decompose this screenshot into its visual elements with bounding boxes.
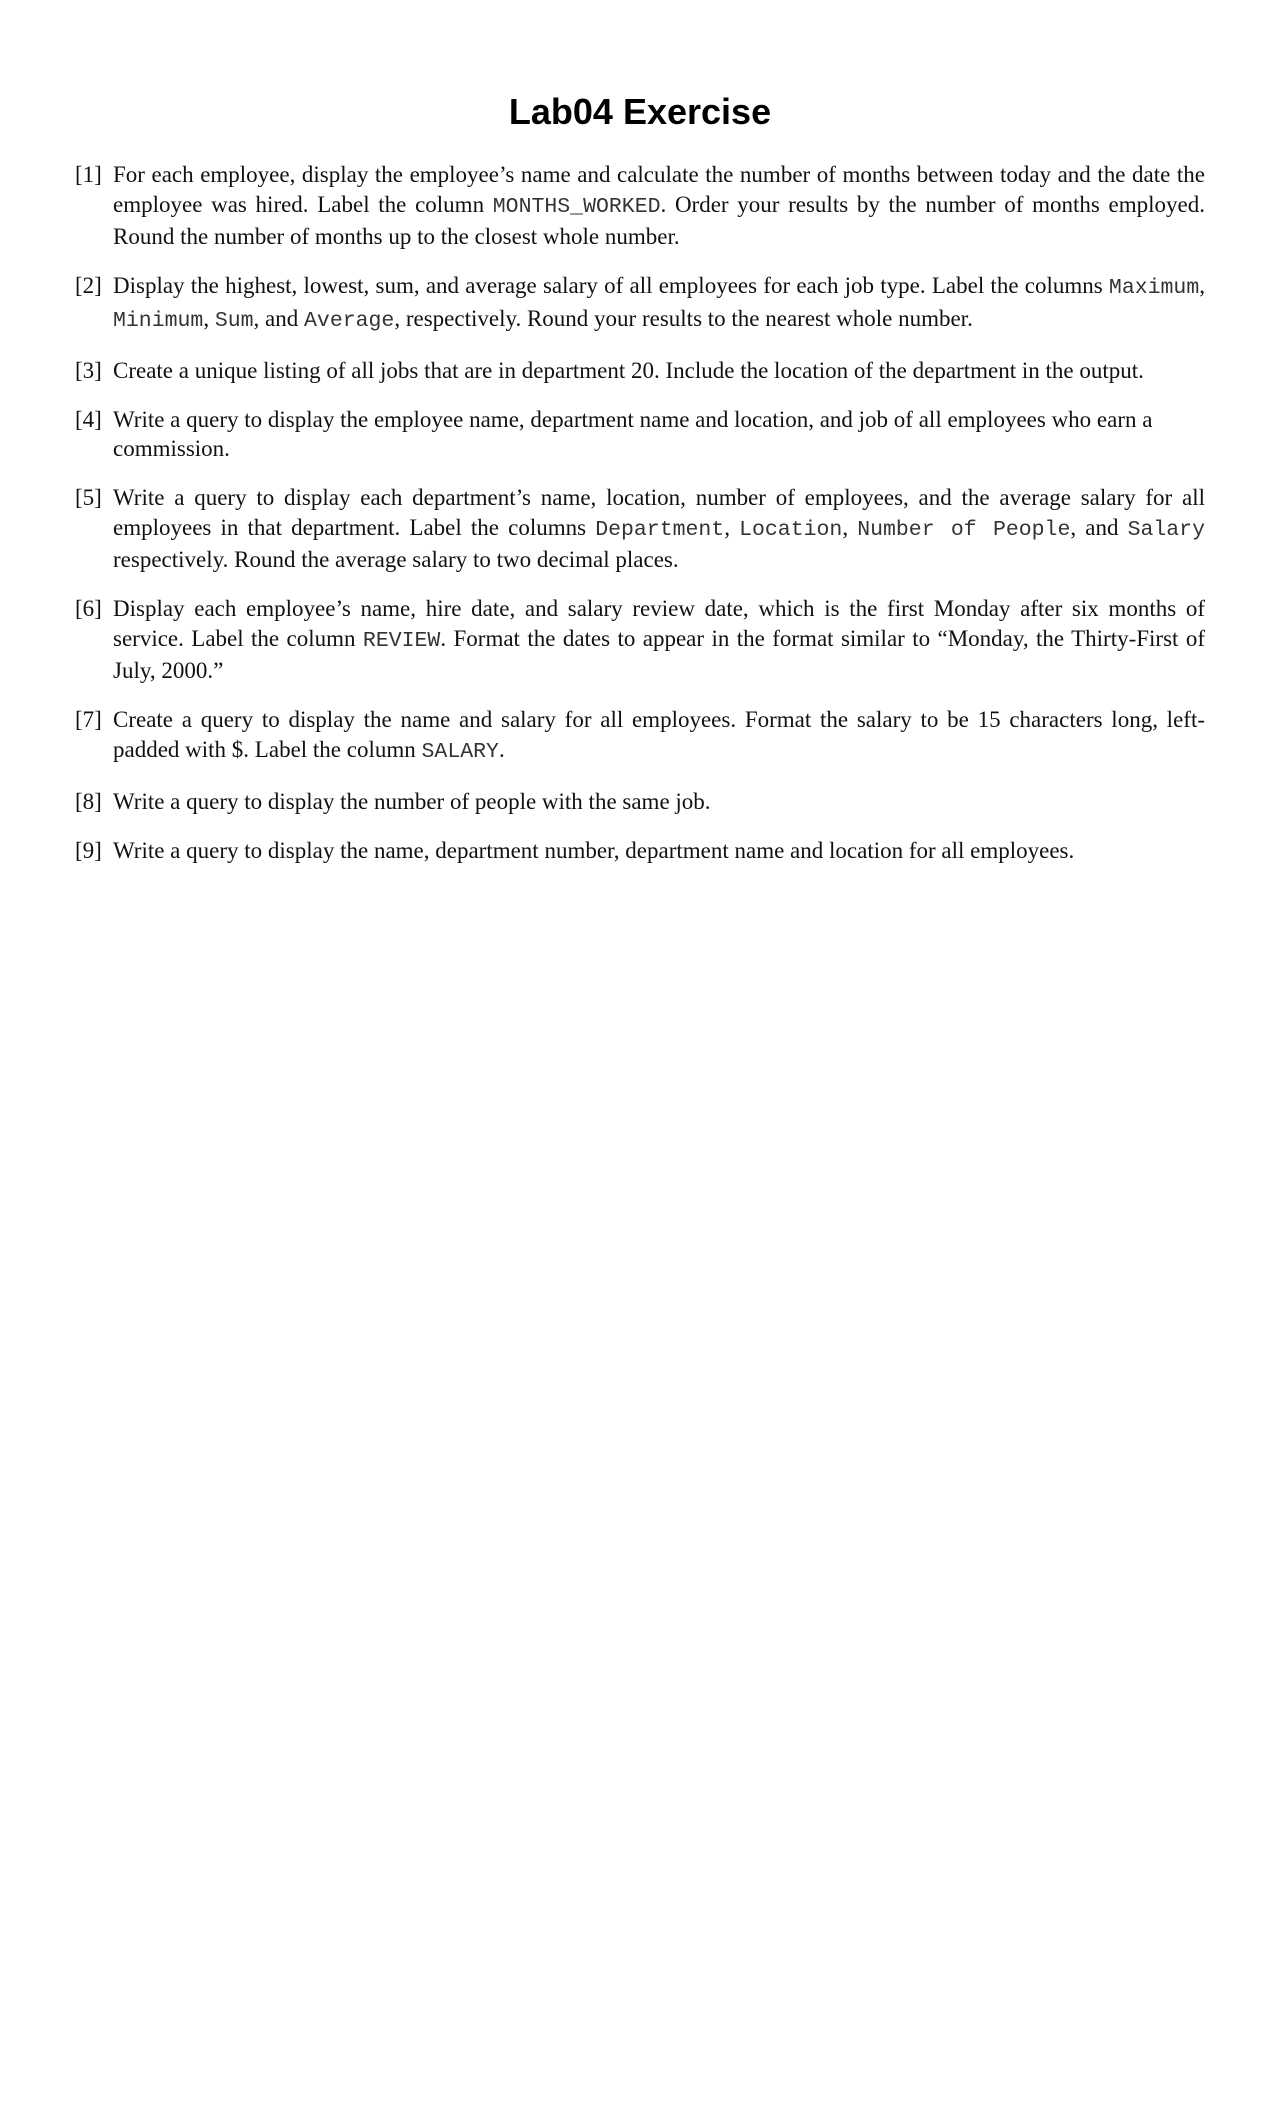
exercise-number: [5]: [75, 485, 102, 510]
exercise-text-run: , respectively. Round your results to the nearest whole number.: [394, 305, 973, 331]
exercise-text: [113, 836, 1205, 866]
exercise-text-run: Display each employee’s name, hire date, and salary review date, which is the first Monday after six months of service. Label the column: [113, 596, 1205, 651]
exercise-text-run: ,: [1199, 273, 1205, 298]
exercise-text: [113, 594, 1205, 686]
exercise-number: [6]: [75, 596, 102, 621]
exercise-number: [8]: [75, 788, 102, 814]
column-label-code: Salary: [1127, 517, 1205, 542]
column-label-code: Average: [304, 308, 395, 333]
exercise-text: [113, 405, 1205, 464]
exercise-item: [75, 271, 1205, 336]
exercise-number: [7]: [75, 707, 102, 732]
column-label-code: Maximum: [1108, 276, 1200, 300]
exercise-text-run: ,: [724, 514, 740, 540]
exercise-text-run: . Format the dates to appear in the format similar to “Monday, the Thirty-First of July, 2000.”: [113, 625, 1205, 683]
exercise-text: [113, 787, 1205, 817]
exercise-text-run: Write a query to display the employee name, department name and location, and job of all employees who earn a commission.: [113, 406, 1153, 461]
exercise-text-run: Create a query to display the name and salary for all employees. Format the salary to be 15 characters long, left-padded with $. Label the column: [113, 707, 1205, 762]
exercise-number: [4]: [75, 406, 102, 432]
column-label-code: Location: [739, 517, 843, 542]
exercise-text: [113, 705, 1205, 767]
column-label-code: Sum: [214, 308, 254, 333]
exercise-text-run: For each employee, display the employee’s name and calculate the number of months between today and the date the employee was hired. Label the column: [113, 162, 1205, 217]
exercise-text: [113, 160, 1205, 252]
exercise-list: [75, 160, 1205, 885]
column-label-code: REVIEW: [362, 628, 441, 653]
exercise-number: [1]: [75, 162, 102, 187]
exercise-text-run: Write a query to display each department’s name, location, number of employees, and the average salary for all employees in that department. Label the columns: [113, 485, 1205, 540]
exercise-text-run: ,: [203, 305, 215, 331]
exercise-number: [9]: [75, 837, 102, 863]
exercise-text-run: Write a query to display the number of people with the same job.: [113, 788, 711, 814]
exercise-item: [75, 405, 1205, 464]
exercise-item: [75, 705, 1205, 767]
exercise-item: [75, 160, 1205, 252]
column-label-code: MONTHS_WORKED: [492, 194, 661, 219]
exercise-text-run: ,: [842, 514, 858, 540]
column-label-code: SALARY: [421, 739, 499, 764]
exercise-number: [2]: [75, 273, 102, 298]
exercise-item: [75, 594, 1205, 686]
exercise-text-run: Display the highest, lowest, sum, and average salary of all employees for each job type. Label the columns: [113, 273, 1109, 298]
exercise-text: [113, 271, 1205, 336]
exercise-item: [75, 787, 1205, 817]
exercise-item: [75, 836, 1205, 866]
exercise-item: [75, 483, 1205, 575]
exercise-text-run: respectively. Round the average salary to two decimal places.: [113, 547, 679, 572]
exercise-text-run: , and: [253, 305, 305, 331]
exercise-text-run: Create a unique listing of all jobs that are in department 20. Include the location of the department in the output.: [113, 357, 1144, 383]
exercise-text-run: Write a query to display the name, department number, department name and location for all employees.: [113, 837, 1075, 863]
column-label-code: Department: [595, 517, 725, 542]
exercise-text: [113, 356, 1205, 386]
exercise-text-run: , and: [1070, 514, 1128, 540]
exercise-text-run: .: [498, 736, 505, 762]
column-label-code: Number of People: [857, 517, 1071, 542]
exercise-text-run: . Order your results by the number of months employed. Round the number of months up to the closest whole number.: [113, 191, 1205, 249]
column-label-code: Minimum: [113, 308, 204, 333]
exercise-number: [3]: [75, 357, 102, 383]
exercise-item: [75, 356, 1205, 386]
exercise-text: [113, 483, 1205, 575]
page-title: Lab04 Exercise: [508, 91, 772, 132]
